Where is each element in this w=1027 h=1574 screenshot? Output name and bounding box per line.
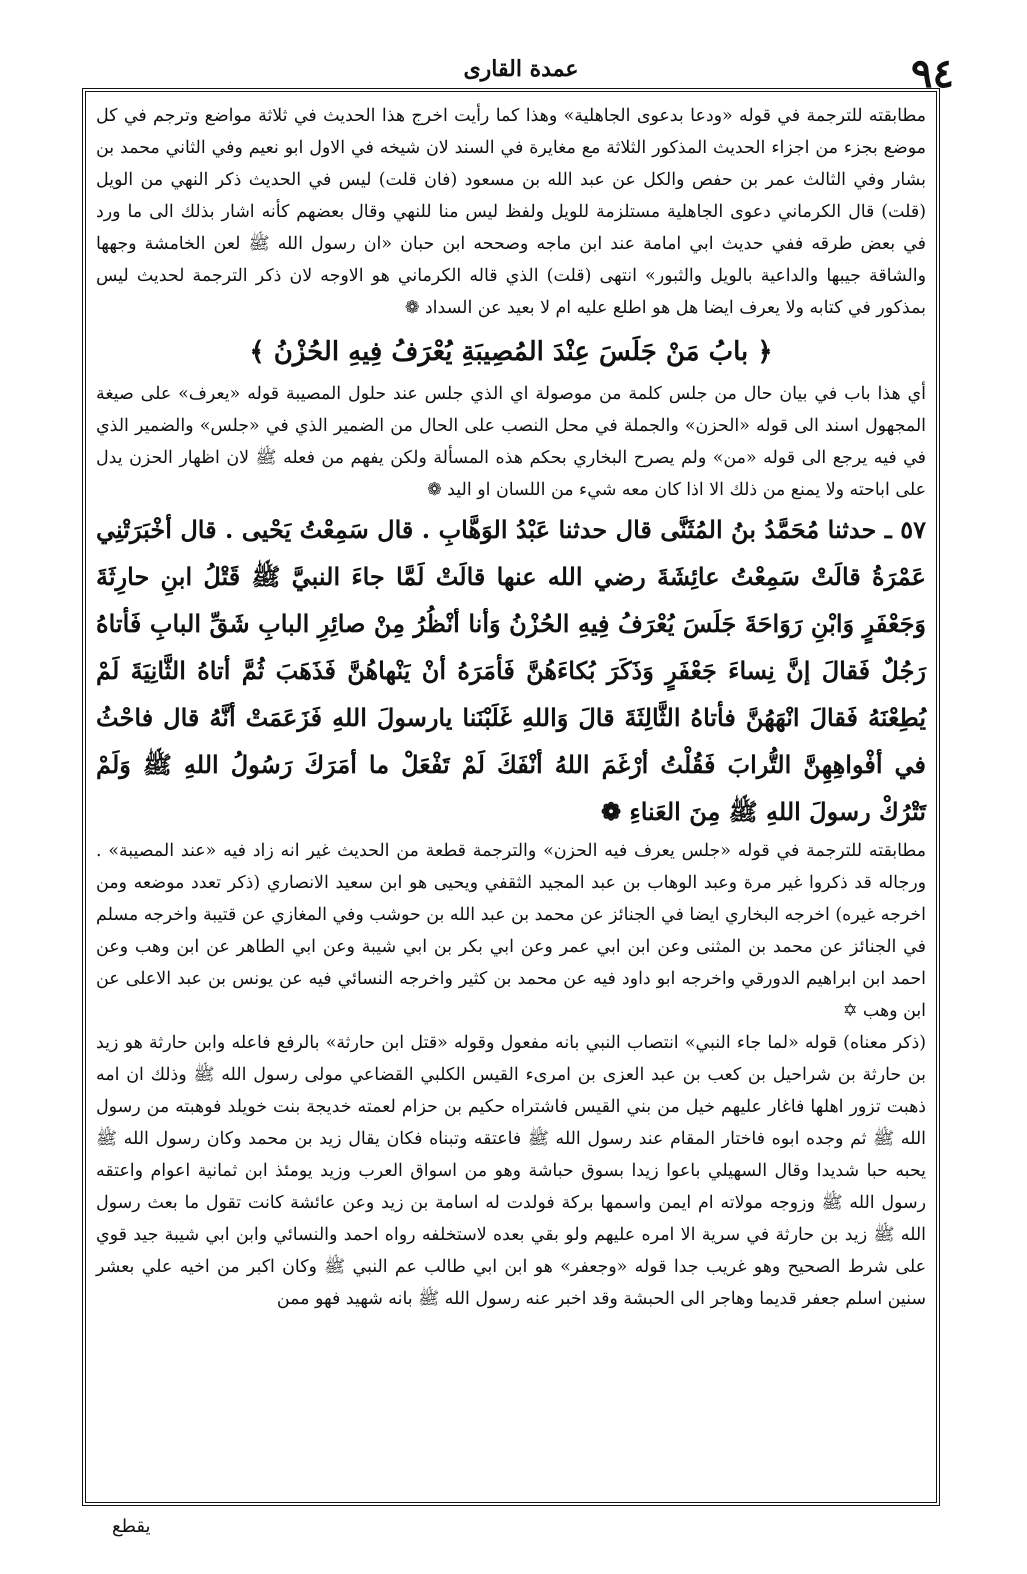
- commentary-paragraph-correspondence: مطابقته للترجمة في قوله «جلس يعرف فيه الحزن» والترجمة قطعة من الحديث غير انه زاد فيه «عند المصيبة» . ورجاله قد ذكروا غير مرة وعبد الوهاب بن عبد المجيد الثقفي ويحيى هو ابن سعيد الانصاري (ذكر تعدد موضعه ومن اخرجه غيره) اخرجه البخاري ايضا في الجنائز عن محمد بن عبد الله بن حوشب وفي المغازي عن قتيبة واخرجه مسلم في الجنائز عن محمد بن المثنى وعن ابن ابي عمر وعن ابي بكر بن ابي شيبة وعن ابي الطاهر عن ابن وهب وعن احمد ابن ابراهيم الدورقي واخرجه ابو داود فيه عن محمد بن كثير واخرجه النسائي فيه عن يونس بن عبد الاعلى عن ابن وهب ✡: [96, 841, 926, 1021]
- commentary-paragraph-meaning: (ذكر معناه) قوله «لما جاء النبي» انتصاب النبي بانه مفعول وقوله «قتل ابن حارثة» بالرفع فاعله وابن حارثة هو زيد بن حارثة بن شراحيل بن كعب بن عبد العزى بن امرىء القيس الكلبي القضاعي مولى رسول الله ﷺ وذلك ان امه ذهبت تزور اهلها فاغار عليهم خيل من بني القيس فاشتراه حكيم بن حزام لعمته خديجة بنت خويلد فوهبته من رسول الله ﷺ ثم وجده ابوه فاختار المقام عند رسول الله ﷺ فاعتقه وتبناه فكان يقال زيد بن محمد وكان رسول الله ﷺ يحبه حبا شديدا وقال السهيلي باعوا زيدا بسوق حباشة وهو من اسواق العرب وزيد يومئذ ابن ثمانية اعوام واعتقه رسول الله ﷺ وزوجه مولاته ام ايمن واسمها بركة فولدت له اسامة بن زيد وعن عائشة كانت تقول ما بعث رسول الله ﷺ زيد بن حارثة في سرية الا امره عليهم ولو بقي بعده لاستخلفه رواه احمد والنسائي وابن ابي شيبة جيد قوي على شرط الصحيح وهو غريب جدا قوله «وجعفر» هو ابن ابي طالب عم النبي ﷺ وكان اكبر من اخيه علي بعشر سنين اسلم جعفر قديما وهاجر الى الحبشة وقد اخبر عنه رسول الله ﷺ بانه شهيد فهو ممن: [96, 1033, 926, 1309]
- catchword: يقطع: [112, 1516, 151, 1537]
- commentary-paragraph-intro: مطابقته للترجمة في قوله «ودعا بدعوى الجاهلية» وهذا كما رأيت اخرج هذا الحديث في ثلاثة مواضع وترجم في كل موضع بجزء من اجزاء الحديث المذكور الثلاثة مع مغايرة في السند لان شيخه في الاول ابو نعيم وفي الثاني محمد بن بشار وفي الثالث عمر بن حفص والكل عن عبد الله بن مسعود (فان قلت) ليس في الحديث ذكر النهي من الويل (قلت) قال الكرماني دعوى الجاهلية مستلزمة للويل ولفظ ليس منا للنهي وقال بعضهم كأنه اشار بذلك الى ما ورد في بعض طرقه ففي حديث ابي امامة عند ابن ماجه وصححه ابن حبان «ان رسول الله ﷺ لعن الخامشة وجهها والشاقة جيبها والداعية بالويل والثبور» انتهى (قلت) الذي قاله الكرماني هو الاوجه لان ذكر الترجمة لحديث ليس بمذكور في كتابه ولا يعرف ايضا هل هو اطلع عليه ام لا بعيد عن السداد ❁: [96, 106, 926, 318]
- page-content: [96, 100, 926, 1315]
- running-title: عمدة القارى: [463, 56, 579, 82]
- page-number: ٩٤: [911, 50, 954, 97]
- commentary-paragraph-chapter: أي هذا باب في بيان حال من جلس كلمة من موصولة اي الذي جلس عند حلول المصيبة قوله «يعرف» على صيغة المجهول اسند الى قوله «الحزن» والجملة في محل النصب على الحال من الضمير الذي في «جلس» والضمير الذي في فيه يرجع الى قوله «من» ولم يصرح البخاري بحكم هذه المسألة ولكن يفهم من فعله ﷺ لان اظهار الحزن يدل على اباحته ولا يمنع من ذلك الا اذا كان معه شيء من اللسان او اليد ❁: [96, 384, 926, 500]
- chapter-heading: ﴿ بابُ مَنْ جَلَسَ عِنْدَ المُصِيبَةِ يُعْرَفُ فِيهِ الحُزْنُ ﴾: [249, 337, 773, 367]
- hadith-text: ٥٧ ـ حدثنا مُحَمَّدُ بنُ المُثَنَّى قال حدثنا عَبْدُ الوَهَّابِ . قال سَمِعْتُ يَحْيى . قال أخْبَرَتْنِي عَمْرَةُ قالَتْ سَمِعْتُ عائِشَةَ رضي الله عنها قالَتْ لَمَّا جاءَ النبيَّ ﷺ قَتْلُ ابنِ حارِثَةَ وَجَعْفَرٍ وَابْنِ رَوَاحَةَ جَلَسَ يُعْرَفُ فِيهِ الحُزْنُ وَأنا أنْظُرُ مِنْ صائِرِ البابِ شَقِّ البابِ فَأتاهُ رَجُلٌ فَقالَ إنَّ نِساءَ جَعْفَرٍ وَذَكَرَ بُكاءَهُنَّ فَأمَرَهُ أنْ يَنْهاهُنَّ فَذَهَبَ ثُمَّ أتاهُ الثَّانِيَةَ لَمْ يُطِعْنَهُ فَقالَ انْهَهُنَّ فأتاهُ الثَّالِثَةَ قالَ وَاللهِ غَلَبْنَنا يارسولَ اللهِ فَزَعَمَتْ أنَّهُ قال فاحْثُ في أفْواهِهِنَّ التُّرابَ فَقُلْتُ أرْغَمَ اللهُ أنْفَكَ لَمْ تَفْعَلْ ما أمَرَكَ رَسُولُ اللهِ ﷺ وَلَمْ تَتْرُكْ رسولَ اللهِ ﷺ مِنَ العَناءِ ❁: [96, 515, 926, 826]
